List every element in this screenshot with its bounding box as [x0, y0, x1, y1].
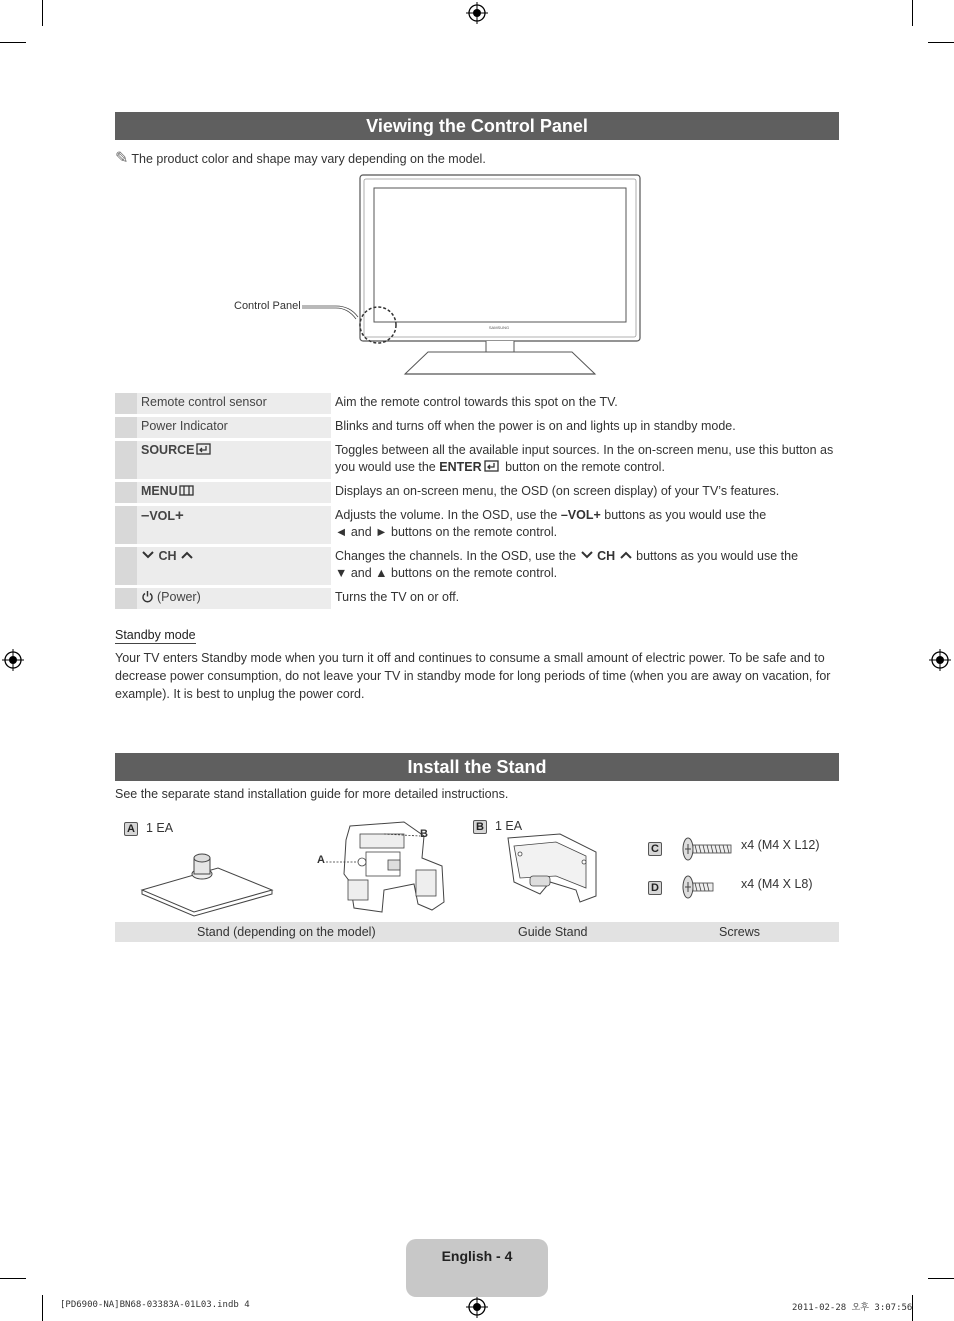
item-letter-a: A [124, 822, 138, 836]
crop-mark [928, 1278, 954, 1279]
section-title-control-panel: Viewing the Control Panel [115, 112, 839, 140]
print-timestamp: 2011-02-28 오후 3:07:56 [792, 1303, 913, 1313]
table-row [115, 417, 839, 438]
item-qty-a: 1 EA [146, 821, 174, 835]
minus-icon: – [560, 508, 568, 522]
crop-mark [912, 0, 913, 26]
chevron-down-icon [141, 550, 155, 560]
item-letter-b: B [473, 820, 487, 834]
power-icon [141, 590, 154, 603]
crop-mark [42, 0, 43, 26]
table-row [115, 588, 839, 609]
row-name: Remote control sensor [137, 393, 331, 414]
note-text: The product color and shape may vary depending on the model. [131, 152, 486, 166]
install-text: See the separate stand installation guide for more detailed instructions. [115, 787, 509, 801]
plus-icon: + [593, 508, 601, 522]
table-row [115, 441, 839, 479]
row-desc: Aim the remote control towards this spot on the TV. [331, 393, 839, 414]
item-qty-c: x4 (M4 X L12) [741, 838, 820, 852]
item-qty-d: x4 (M4 X L8) [741, 877, 813, 891]
row-desc: Turns the TV on or off. [331, 588, 839, 609]
enter-icon [484, 460, 500, 472]
row-name: Power Indicator [137, 417, 331, 438]
screw-short-icon [680, 873, 716, 901]
pencil-note-icon: ✎ [115, 150, 129, 167]
minus-icon: – [141, 507, 150, 524]
crop-mark [0, 42, 26, 43]
row-desc: Blinks and turns off when the power is on and lights up in standby mode. [331, 417, 839, 438]
table-row [115, 506, 839, 544]
tv-illustration [228, 172, 648, 382]
chevron-up-icon [619, 550, 633, 560]
row-name: (Power) [137, 588, 331, 609]
registration-mark-icon [929, 649, 951, 671]
parts-caption-bar [115, 922, 839, 942]
table-row [115, 482, 839, 503]
stand-assembly-illustration [314, 818, 454, 918]
caption-guide-stand: Guide Stand [518, 925, 588, 939]
table-row [115, 393, 839, 414]
crop-mark [928, 42, 954, 43]
plus-icon: + [175, 507, 184, 524]
item-qty-b: 1 EA [495, 819, 523, 833]
item-letter-d: D [648, 881, 662, 895]
section-title-install-stand: Install the Stand [115, 753, 839, 781]
row-name: SOURCE [137, 441, 331, 479]
item-letter-c: C [648, 842, 662, 856]
menu-icon [179, 485, 194, 496]
crop-mark [0, 1278, 26, 1279]
control-panel-callout: Control Panel [234, 300, 301, 312]
crop-mark [42, 1295, 43, 1321]
page-number: English - 4 [441, 1248, 513, 1264]
standby-title: Standby mode [115, 628, 196, 642]
brand-logo: SAMSUNG [488, 325, 510, 330]
page-number-tab [406, 1239, 548, 1297]
row-desc: Adjusts the volume. In the OSD, use the –VOL+ buttons as you would use the ◄ and ► buttons on the remote control. [331, 506, 839, 544]
row-name: MENU [137, 482, 331, 503]
registration-mark-icon [466, 1296, 488, 1318]
caption-stand: Stand (depending on the model) [197, 925, 376, 939]
standby-text: Your TV enters Standby mode when you turn it off and continues to consume a small amount of electric power. To be safe and to decrease power consumption, do not leave your TV in standby mode for long periods of time (when you are away on vacation, for example). It is best to unplug the power cord. [115, 651, 831, 701]
stand-base-illustration [138, 838, 278, 918]
diagram-label-b: B [420, 828, 428, 840]
row-name: –VOL+ [137, 506, 331, 544]
print-file-info: [PD6900-NA]BN68-03383A-01L03.indb 4 [60, 1300, 250, 1310]
row-desc: Toggles between all the available input sources. In the on-screen menu, use this button as you would use the ENTER button on the remote control. [331, 441, 839, 479]
source-icon [196, 443, 212, 455]
registration-mark-icon [2, 649, 24, 671]
screw-long-icon [680, 835, 734, 863]
chevron-up-icon [180, 550, 194, 560]
caption-screws: Screws [719, 925, 760, 939]
registration-mark-icon [466, 2, 488, 24]
diagram-label-a: A [317, 854, 325, 866]
row-name: CH [137, 547, 331, 585]
control-panel-table [115, 390, 839, 612]
row-desc: Changes the channels. In the OSD, use the CH buttons as you would use the ▼ and ▲ buttons on the remote control. [331, 547, 839, 585]
table-row [115, 547, 839, 585]
guide-stand-illustration [500, 832, 604, 904]
row-desc: Displays an on-screen menu, the OSD (on screen display) of your TV’s features. [331, 482, 839, 503]
chevron-down-icon [580, 550, 594, 560]
note [115, 148, 486, 168]
